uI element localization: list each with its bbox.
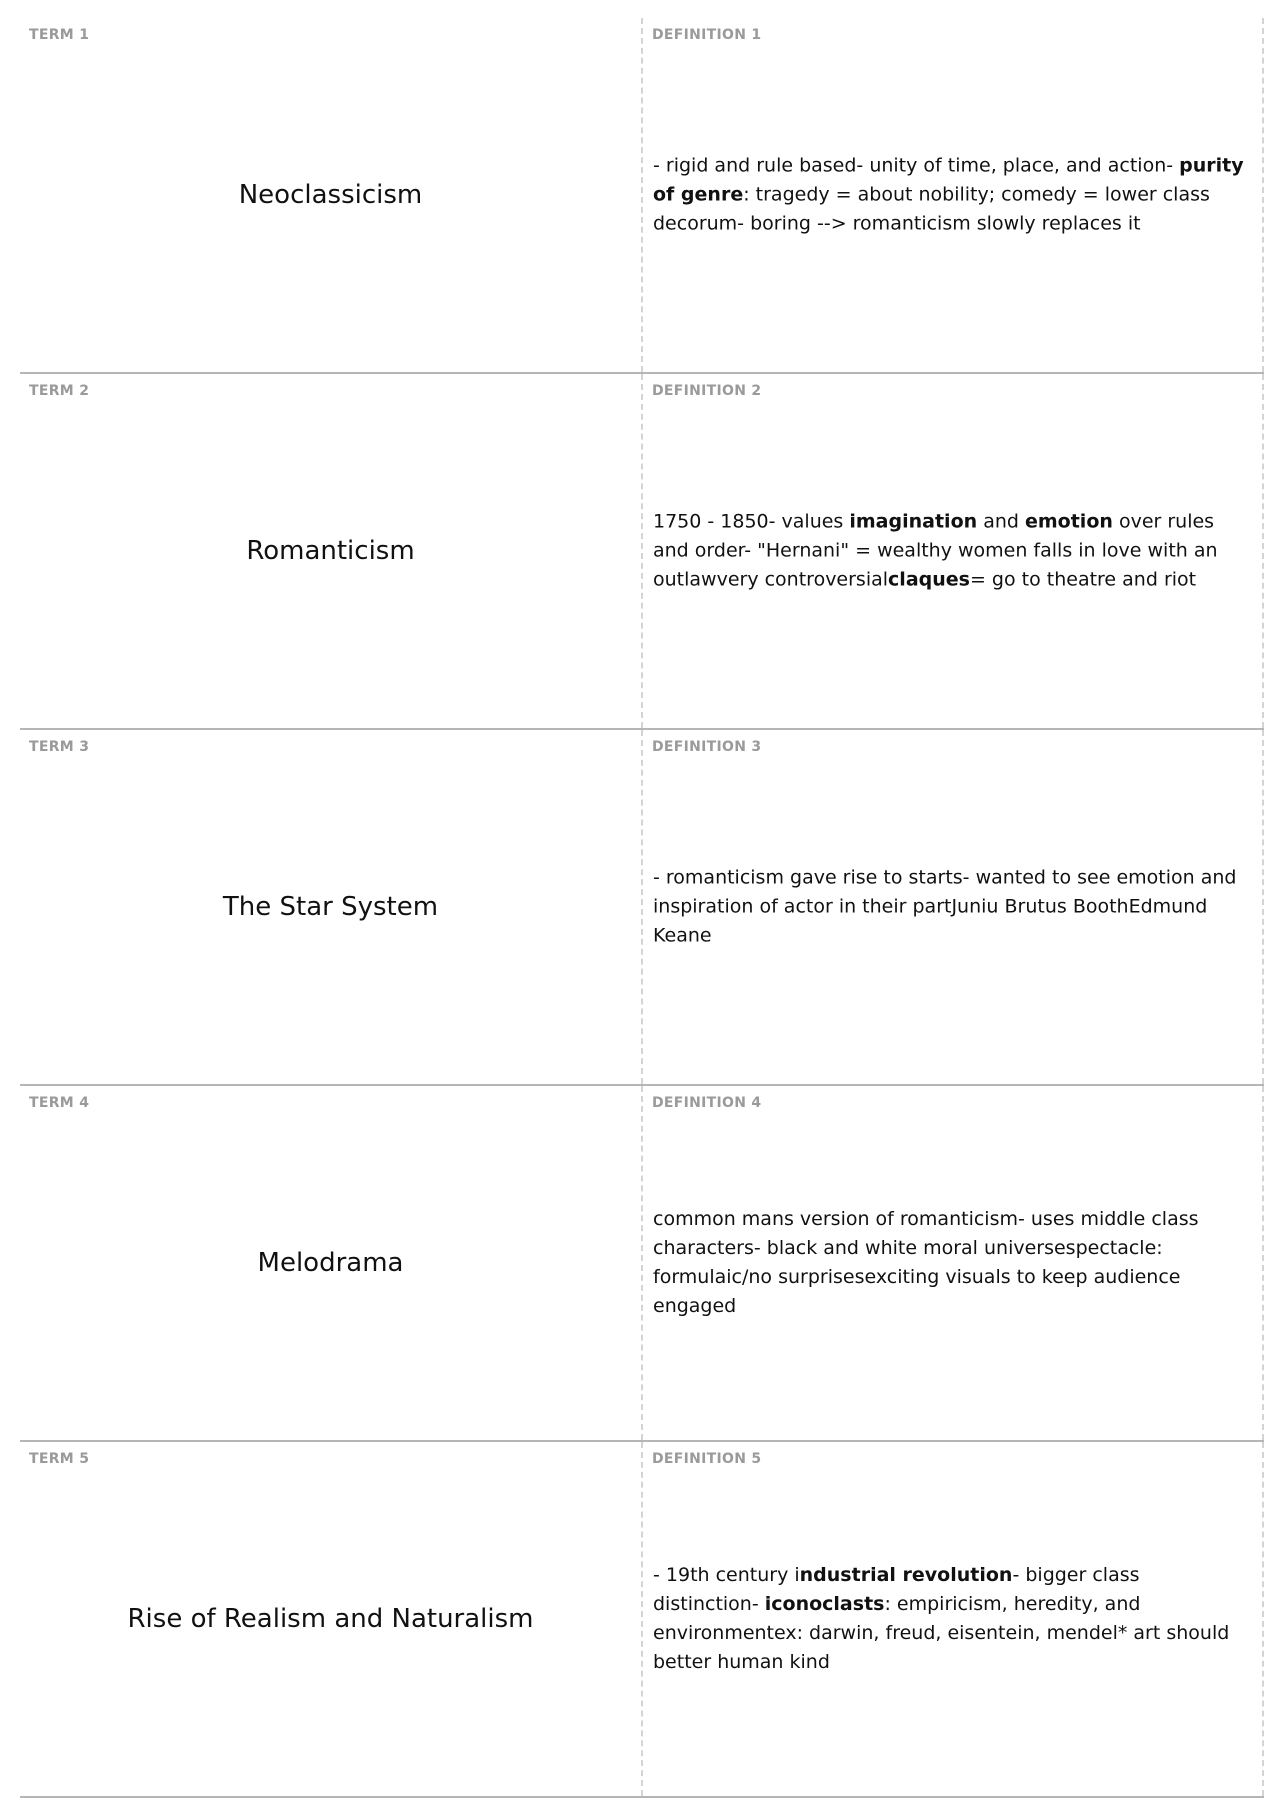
definition-text [653,864,1250,951]
term-cell [20,374,643,728]
definition-cell [643,730,1264,1084]
definition-segment: 1750 - 1850- values [653,510,850,533]
definition-text [653,508,1250,595]
flashcard-row [20,18,1264,374]
definition-bold-segment: claques [888,568,970,591]
definition-bold-segment: purity of genre [653,154,1244,206]
definition-text [653,152,1250,239]
flashcard-row [20,1086,1264,1442]
term-cell [20,1442,643,1796]
definition-label: DEFINITION 4 [652,1095,762,1111]
term-label: TERM 1 [29,27,90,43]
term-label: TERM 5 [29,1451,90,1467]
definition-label: DEFINITION 1 [652,27,762,43]
term-cell [20,730,643,1084]
definition-segment: - 19th century i [653,1564,800,1586]
term-text: The Star System [222,892,439,922]
definition-cell [643,1442,1264,1796]
definition-segment: - bigger class distinction- [653,1564,1140,1615]
definition-bold-segment: iconoclasts [764,1593,885,1615]
definition-segment: over rules and order- "Hernani" = wealthy women falls in love with an outlawvery controversial [653,510,1218,591]
term-label: TERM 3 [29,739,90,755]
term-text: Neoclassicism [238,180,423,210]
term-cell [20,1086,643,1440]
definition-text [653,1205,1250,1321]
term-label: TERM 2 [29,383,90,399]
definition-segment: common mans version of romanticism- uses middle class characters- black and white moral universespectacle: formulaic/no surprisesexciting visuals to keep audience engaged [653,1208,1199,1317]
definition-bold-segment: emotion [1024,510,1113,533]
definition-bold-segment: imagination [849,510,978,533]
term-text: Rise of Realism and Naturalism [127,1604,534,1634]
term-label: TERM 4 [29,1095,90,1111]
definition-bold-segment: ndustrial revolution [799,1564,1013,1586]
flashcard-sheet [20,18,1264,1798]
definition-cell [643,1086,1264,1440]
definition-segment: = go to theatre and riot [969,568,1197,591]
flashcard-row [20,730,1264,1086]
definition-label: DEFINITION 2 [652,383,762,399]
term-cell [20,18,643,372]
definition-segment: : empiricism, heredity, and environmentex: darwin, freud, eisentein, mendel* art should better human kind [653,1593,1230,1673]
definition-segment: : tragedy = about nobility; comedy = lower class decorum- boring --> romanticism slowly replaces it [653,183,1210,235]
definition-cell [643,374,1264,728]
flashcard-row [20,374,1264,730]
definition-segment: and [977,510,1025,533]
definition-text [653,1561,1250,1677]
definition-segment: - rigid and rule based- unity of time, place, and action- [653,154,1180,177]
flashcard-row [20,1442,1264,1798]
definition-segment: - romanticism gave rise to starts- wanted to see emotion and inspiration of actor in their partJuniu Brutus BoothEdmund Keane [653,866,1237,947]
definition-cell [643,18,1264,372]
term-text: Romanticism [246,536,415,566]
definition-label: DEFINITION 3 [652,739,762,755]
term-text: Melodrama [257,1248,404,1278]
definition-label: DEFINITION 5 [652,1451,762,1467]
